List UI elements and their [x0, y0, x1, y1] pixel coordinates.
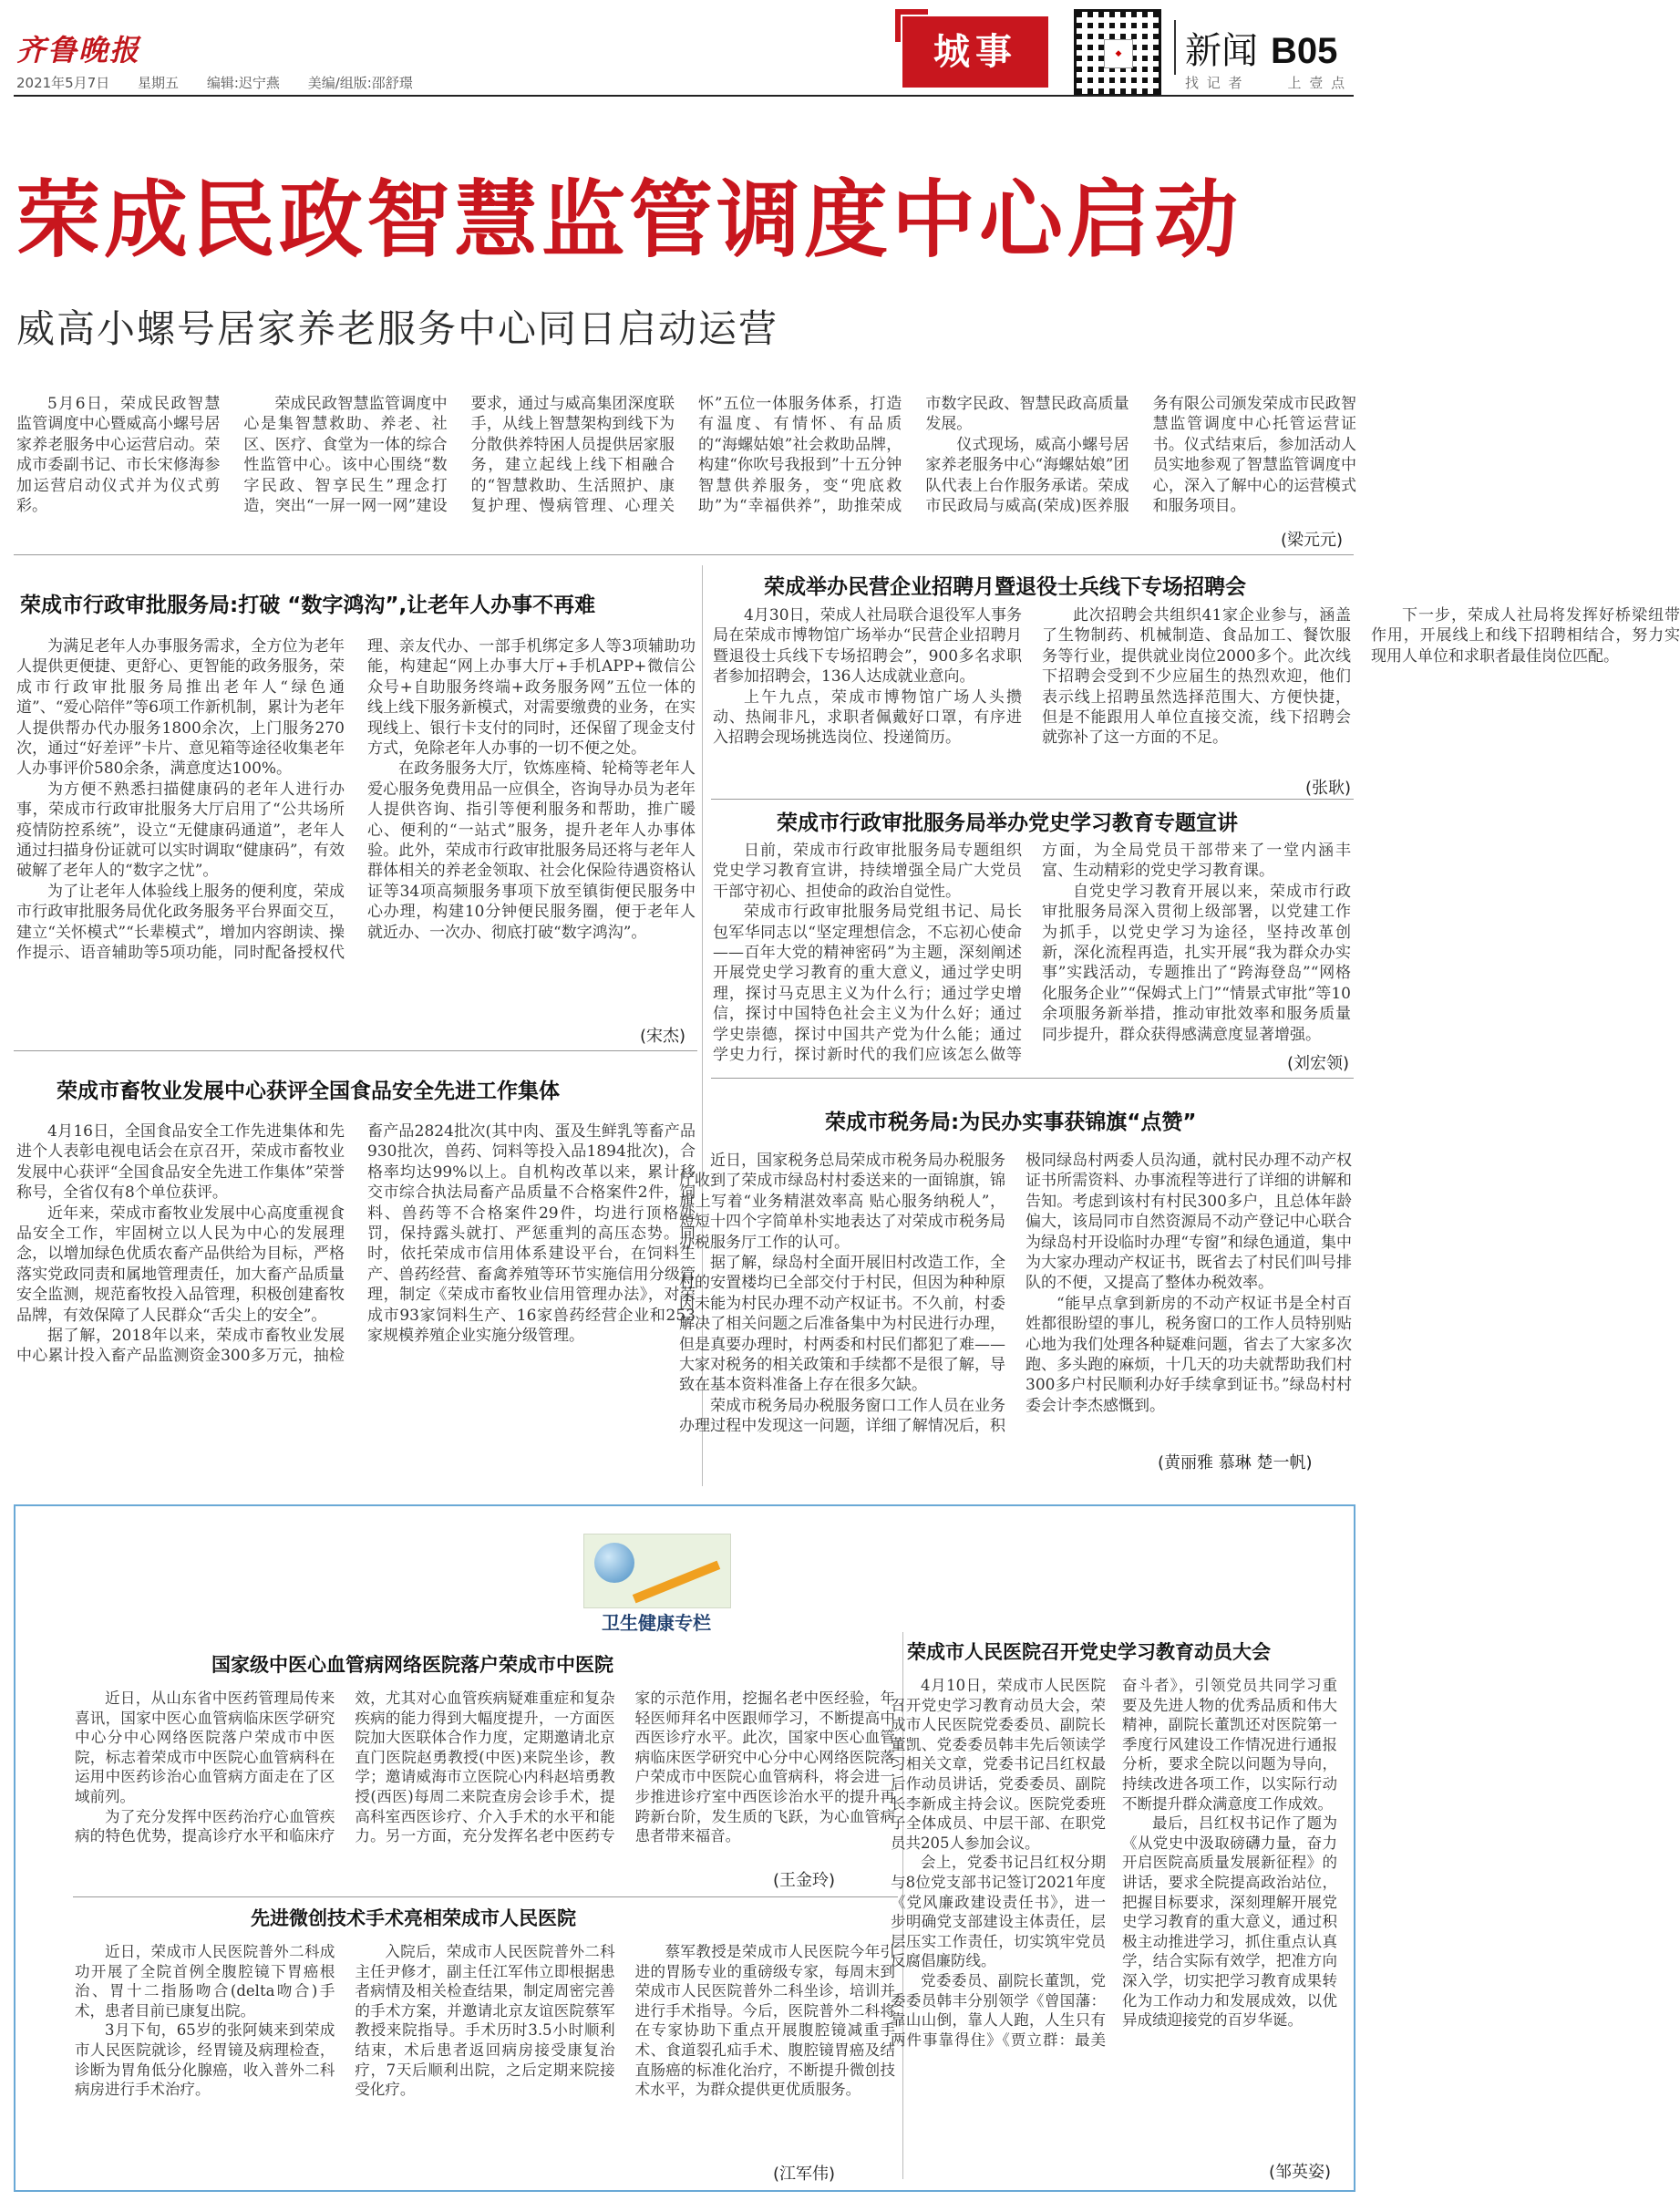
- page-name: 新闻: [1185, 30, 1258, 72]
- issue-weekday: 星期五: [138, 75, 180, 91]
- editor-credit: 编辑:迟宁燕: [206, 75, 280, 91]
- article-byline: (宋杰): [640, 1027, 686, 1046]
- article-paragraph: 4月16日，全国食品安全工作先进集体和先进个人表彰电视电话会在京召开，荣成市畜牧业发展中心获评“全国食品安全先进工作集体”荣誉称号，全省仅有8个单位获评。: [16, 1122, 345, 1203]
- masthead-divider: [1174, 20, 1176, 75]
- article-paragraph: 近日，国家税务总局荣成市税务局办税服务厅收到了荣成市绿岛村村委送来的一面锦旗，锦旗上写着“业务精湛效率高 贴心服务纳税人”，短短十四个字简单朴实地表达了对荣成市税务局办税服务厅工作的认可。: [679, 1152, 1005, 1252]
- masthead-rule: [14, 95, 1354, 97]
- design-credit: 美编/组版:邵舒璟: [307, 75, 413, 91]
- article-body: [891, 1676, 1337, 2165]
- article-paragraph: 为方便不熟悉扫描健康码的老年人进行办事，荣成市行政审批服务大厅启用了“公共场所疫情防控系统”，设立“无健康码通道”，老年人通过扫描身份证就可以实时调取“健康码”，有效破解了老年人的“数字之忧”。: [16, 780, 345, 881]
- qr-center-icon: ◆: [1104, 39, 1133, 68]
- article-rule: [14, 1050, 697, 1051]
- article-paragraph: 为了让老年人体验线上服务的便利度，荣成市行政审批服务局优化政务服务平台界面交互，建立“关怀模式”“长辈模式”，增加内容朗读、操作提示、语音辅助等5项功能，同时配备授权代理、亲友代办、一部手机绑定多人等3项辅助功能，构建起“网上办事大厅+手机APP+微信公众号+自助服务终端+政务服务网”五位一体的线上线下服务新模式，对需要缴费的业务，在实现线上、银行卡支付的同时，还保留了现金支付方式，免除老年人办事的一切不便之处。: [16, 637, 696, 963]
- article-paragraph: 近年来，荣成市畜牧业发展中心高度重视食品安全工作，牢固树立以人民为中心的发展理念，以增加绿色优质农畜产品供给为目标，严格落实党政同责和属地管理责任，加大畜产品质量安全监测，规范畜牧投入品管理，积极创建畜牧品牌，有效保障了人民群众“舌尖上的安全”。: [16, 1204, 345, 1325]
- article-paragraph: 3月下旬，65岁的张阿姨来到荣成市人民医院就诊，经胃镜及病理检查，诊断为胃角低分化腺癌，收入普外二科病房进行手术治疗。: [75, 2021, 335, 2099]
- page-label: [1185, 22, 1337, 74]
- article-body: [713, 841, 1351, 1069]
- article-body: [16, 1121, 696, 1459]
- article-byline: (江军伟): [773, 2165, 836, 2184]
- issue-date: 2021年5月7日: [16, 75, 110, 91]
- article-paragraph: 上午九点，荣成市博物馆广场人头攒动、热闹非凡，求职者佩戴好口罩，有序进入招聘会现场挑选岗位、投递简历。: [713, 687, 1022, 748]
- article-paragraph: 入院后，荣成市人民医院普外二科主任尹修才，副主任江军伟立即根据患者病情及相关检查结果，制定周密完善的手术方案，并邀请北京友谊医院蔡军教授来院指导。手术历时3.5小时顺利结束，术后患者返回病房接受康复治疗，7天后顺利出院，之后定期来院接受化疗。: [355, 1943, 615, 2099]
- reporter-link[interactable]: 找 记 者: [1185, 75, 1244, 91]
- article-paragraph: 荣成市行政审批服务局党组书记、局长包军华同志以“坚定理想信念，不忘初心使命——百年大党的精神密码”为主题，深刻阐述开展党史学习教育的重大意义，通过学史明理，探讨马克思主义为什么行；通过学史增信，探讨中国特色社会主义为什么好；通过学史崇德，探讨中国共产党为什么能；通过学史力行，探讨新时代的我们应该怎么做等方面，为全局党员干部带来了一堂内涵丰富、生动精彩的党史学习教育课。: [713, 842, 1351, 1065]
- article-body: [16, 636, 696, 1038]
- article-paragraph: 近日，荣成市人民医院普外二科成功开展了全院首例全腹腔镜下胃癌根治、胃十二指肠吻合(delta吻合)手术，患者目前已康复出院。: [75, 1943, 335, 2020]
- article-paragraph: 蔡军教授是荣成市人民医院今年引进的胃肠专业的重磅级专家，每周末到荣成市人民医院普外二科坐诊，培训并进行手术指导。今后，医院普外二科将在专家协助下重点开展腹腔镜减重手术、食道裂孔疝手术、腹腔镜胃癌及结直肠癌的标准化治疗，不断提升微创技术水平，为群众提供更优质服务。: [634, 1943, 895, 2099]
- article-byline: (刘宏领): [1287, 1054, 1350, 1073]
- article-body: [679, 1151, 1352, 1459]
- section-tag: 城事: [902, 16, 1048, 88]
- article-title: 先进微创技术手术亮相荣成市人民医院: [251, 1907, 576, 1929]
- article-body: [75, 1689, 895, 1885]
- article-paragraph: 据了解，2018年以来，荣成市畜牧业发展中心累计投入畜产品监测资金300多万元，抽检畜产品2824批次(其中肉、蛋及生鲜乳等畜产品930批次，兽药、饲料等投入品1894批次)，合格率均达99%以上。自机构改革以来，累计移交市综合执法局畜产品质量不合格案件2件，饲料、兽药等不合格案件29件，均进行顶格处罚，保持露头就打、严惩重判的高压态势。同时，依托荣成市信用体系建设平台，在饲料生产、兽药经营、畜禽养殖等环节实施信用分级管理，制定《荣成市畜牧业信用管理办法》，对荣成市93家饲料生产、16家兽药经营企业和253家规模养殖企业实施分级管理。: [16, 1122, 696, 1366]
- dateline: [16, 73, 437, 92]
- article-title: 荣成市行政审批服务局举办党史学习教育专题宣讲: [777, 811, 1238, 835]
- article-title: 国家级中医心血管病网络医院落户荣成市中医院: [211, 1654, 613, 1676]
- newspaper-logo: 齐鲁晚报: [16, 33, 141, 67]
- article-paragraph: 荣成市税务局办税服务窗口工作人员在业务办理过程中发现这一问题，详细了解情况后，积极同绿岛村两委人员沟通，就村民办理不动产权证书所需资料、办事流程等进行了详细的讲解和告知。考虑到该村有村民300多户，且总体年龄偏大，该局同市自然资源局不动产登记中心联合为绿岛村开设临时办理“专窗”和绿色通道，集中为大家办理动产权证书，既省去了村民们叫号排队的不便，又提高了整体办税效率。: [679, 1152, 1352, 1436]
- lead-subhead: 威高小螺号居家养老服务中心同日启动运营: [16, 306, 779, 351]
- article-paragraph: 党委委员、副院长董凯，党委委员韩丰分别领学《曾国藩：靠山山倒，靠人人跑，人生只有两件事靠得住》《贾立群：最美奋斗者》，引领党员共同学习重要及先进人物的优秀品质和伟大精神，副院长董凯还对医院第一季度行风建设工作情况进行通报分析，要求全院以问题为导向，持续改进各项工作，以实际行动不断提升群众满意度工作成效。: [891, 1677, 1337, 2049]
- article-byline: (王金玲): [773, 1871, 836, 1890]
- article-paragraph: 4月30日，荣成人社局联合退役军人事务局在荣成市博物馆广场举办“民营企业招聘月暨退役士兵线下专场招聘会”，900多名求职者参加招聘会，136人达成就业意向。: [713, 606, 1022, 687]
- article-paragraph: 最后，吕红权书记作了题为《从党史中汲取磅礴力量，奋力开启医院高质量发展新征程》的讲话，要求全院提高政治站位，把握目标要求，深刻理解开展党史学习教育的重大意义，通过积极主动推进学习，抓住重点认真学，结合实际有效学，把准方向深入学，切实把学习教育成果转化为工作动力和发展成效，以优异成绩迎接党的百岁华诞。: [1122, 1814, 1337, 2030]
- lead-paragraph: 荣成民政智慧监管调度中心是集智慧救助、养老、社区、医疗、食堂为一体的综合性监管中心。该中心围绕“数字民政、智享民生”理念打造，突出“一屏一网一网”建设要求，通过与威高集团深度联手，从线上智慧架构到线下为分散供养特困人员提供居家服务，建立起线上线下相融合的“智慧救助、生活照护、康复护理、慢病管理、心理关怀”五位一体服务体系，打造有温度、有情怀、有品质的“海螺姑娘”社会救助品牌，构建“你吹号我报到”十五分钟智慧供养服务，变“兜底救助”为“幸福供养”，助推荣成市数字民政、智慧民政高质量发展。: [243, 395, 1129, 516]
- health-section-logo: [583, 1534, 729, 1634]
- article-title: 荣成市行政审批服务局:打破 “数字鸿沟”,让老年人办事不再难: [20, 594, 596, 617]
- article-title: 荣成市畜牧业发展中心获评全国食品安全先进工作集体: [57, 1080, 560, 1103]
- lead-paragraph: 5月6日，荣成民政智慧监管调度中心暨威高小螺号居家养老服务中心运营启动。荣成市委副书记、市长宋修海参加运营启动仪式并为仪式剪彩。: [16, 395, 221, 516]
- article-title: 荣成市税务局:为民办实事获锦旗“点赞”: [825, 1111, 1197, 1134]
- article-paragraph: 日前，荣成市行政审批服务局专题组织党史学习教育宣讲，持续增强全局广大党员干部守初心、担使命的政治自觉性。: [713, 842, 1022, 901]
- article-paragraph: 为满足老年人办事服务需求，全方位为老年人提供更便捷、更舒心、更智能的政务服务，荣成市行政审批服务局推出老年人“绿色通道”、“爱心陪伴”等6项工作新机制，累计为老年人提供帮办代办服务1800余次，上门服务270次，通过“好差评”卡片、意见箱等途径收集老年人办事评价580余条，满意度达100%。: [16, 637, 345, 779]
- lead-byline: (梁元元): [1281, 531, 1344, 550]
- app-link[interactable]: 上 壹 点: [1287, 75, 1347, 91]
- article-paragraph: 4月10日，荣成市人民医院召开党史学习教育动员大会，荣成市人民医院党委委员、副院长董凯、党委委员韩丰先后领读学习相关文章，党委书记吕红权最后作动员讲话，党委委员、副院长李新成主持会议。医院党委班子全体成员、中层干部、在职党员共205人参加会议。: [891, 1677, 1106, 1852]
- article-paragraph: 会上，党委书记吕红权分期与8位党支部书记签订2021年度《党风廉政建设责任书》，进一步明确党支部建设主体责任，层层压实工作责任，切实筑牢党员反腐倡廉防线。: [891, 1854, 1106, 1970]
- article-body: [713, 605, 1680, 788]
- article-byline: (邹英姿): [1269, 2163, 1332, 2182]
- article-rule: [711, 1078, 1354, 1079]
- article-body: [75, 1942, 895, 2161]
- article-paragraph: 为了充分发挥中医药治疗心血管疾病的特色优势，提高诊疗水平和临床疗效，尤其对心血管疾病疑难重症和复杂疾病的能力得到大幅度提升，一方面医院加大医联体合作力度，定期邀请北京直门医院赵勇教授(中医)来院坐诊，教学；邀请威海市立医院心内科赵培勇教授(西医)每周二来院查房会诊手术，提高科室西医诊疗、介入手术的水平和能力。另一方面，充分发挥名老中医药专家的示范作用，挖掘名老中医经验，年轻医师拜名中医跟师学习，不断提高中西医诊疗水平。此次，国家中医心血管病临床医学研究中心分中心网络医院落户荣成市中医院心血管病科，将会进一步推进诊疗室中西医诊治水平的提升再跨新台阶，发生质的飞跃，为心血管病患者带来福音。: [75, 1690, 895, 1845]
- article-paragraph: 下一步，荣成人社局将发挥好桥梁纽带作用，开展线上和线下招聘相结合，努力实现用人单位和求职者最佳岗位匹配。: [1371, 606, 1680, 666]
- article-paragraph: 此次招聘会共组织41家企业参与，涵盖了生物制药、机械制造、食品加工、餐饮服务等行业，提供就业岗位2000多个。此次线下招聘会受到不少应届生的热烈欢迎，他们表示线上招聘虽然选择范围大、方便快捷，但是不能跟用人单位直接交流，线下招聘会就弥补了这一方面的不足。: [1042, 606, 1351, 748]
- page-number: B05: [1271, 31, 1338, 71]
- article-title: 荣成举办民营企业招聘月暨退役士兵线下专场招聘会: [764, 575, 1246, 599]
- article-byline: (黄丽雅 慕琳 楚一帆): [1158, 1453, 1313, 1472]
- section-rule: [14, 554, 1354, 555]
- article-paragraph: “能早点拿到新房的不动产权证书是全村百姓都很盼望的事儿，税务窗口的工作人员特别贴心地为我们处理各种疑难问题，省去了大家多次跑、多头跑的麻烦，十几天的功夫就帮助我们村300多户村民顺利办好手续拿到证书。”绿岛村村委会计李杰感慨到。: [1026, 1294, 1352, 1415]
- article-title: 荣成市人民医院召开党史学习教育动员大会: [907, 1641, 1271, 1663]
- article-byline: (张耿): [1305, 779, 1352, 798]
- lead-body: [16, 394, 1356, 540]
- lead-paragraph: 仪式现场，威高小螺号居家养老服务中心“海螺姑娘”团队代表上台作服务承诺。荣成市民政局与威高(荣成)医养服务有限公司颁发荣成市民政智慧监管调度中心托管运营证书。仪式结束后，参加活动人员实地参观了智慧监管调度中心，深入了解中心的运营模式和服务项目。: [925, 395, 1356, 516]
- masthead-links: [1185, 73, 1390, 92]
- article-paragraph: 近日，从山东省中医药管理局传来喜讯，国家中医心血管病临床医学研究中心分中心网络医院落户荣成市中医院，标志着荣成市中医院心血管病科在运用中医药诊治心血管病方面走在了区域前列。: [75, 1690, 335, 1805]
- article-rule: [73, 1896, 898, 1897]
- article-paragraph: 在政务服务大厅，钦炼座椅、轮椅等老年人爱心服务免费用品一应俱全，咨询导办员为老年人提供咨询、指引等便利服务和帮助，推广暖心、便利的“一站式”服务，提升老年人办事体验。此外，荣成市行政审批服务局还将与老年人群体相关的养老金领取、社会化保险待遇资格认证等34项高频服务事项下放至镇街便民服务中心办理，构建10分钟便民服务圈，便于老年人就近办、一次办、彻底打破“数字鸿沟”。: [367, 760, 696, 942]
- article-rule: [711, 799, 1354, 800]
- article-paragraph: 自党史学习教育开展以来，荣成市行政审批服务局深入贯彻上级部署，以党建工作为抓手，以党史学习为途径，坚持改革创新，深化流程再造，扎实开展“我为群众办实事”实践活动，专题推出了“跨海登岛”“网格化服务企业”“保姆式上门”“情景式审批”等10余项服务新举措，推动审批效率和服务质量同步提升，群众获得感满意度显著增强。: [1042, 882, 1351, 1044]
- lead-headline: 荣成民政智慧监管调度中心启动: [16, 171, 1242, 269]
- qr-code-icon[interactable]: [1074, 9, 1161, 97]
- health-section-title: 卫生健康专栏: [602, 1612, 711, 1634]
- article-paragraph: 据了解，绿岛村全面开展旧村改造工作，全村的安置楼均已全部交付于村民，但因为种种原因未能为村民办理不动产权证书。不久前，村委解决了相关问题之后准备集中为村民进行办理，但是真要办理时，村两委和村民们都犯了难——大家对税务的相关政策和手续都不是很了解，导致在基本资料准备上存在很多欠缺。: [679, 1254, 1005, 1395]
- globe-icon: [594, 1543, 634, 1583]
